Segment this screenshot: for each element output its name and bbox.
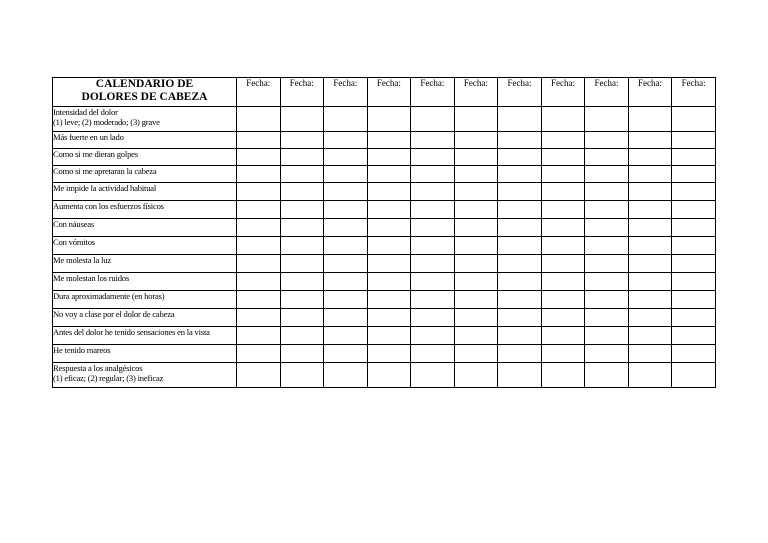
entry-cell[interactable] bbox=[280, 255, 324, 273]
entry-cell[interactable] bbox=[498, 273, 542, 291]
row-label bbox=[53, 201, 237, 219]
row-label-line-1: Me molestan los ruidos bbox=[53, 273, 130, 283]
entry-cell[interactable] bbox=[280, 291, 324, 309]
entry-cell[interactable] bbox=[628, 273, 672, 291]
entry-cell[interactable] bbox=[672, 107, 716, 132]
entry-cell[interactable] bbox=[367, 273, 411, 291]
row-label-line-1: Antes del dolor he tenido sensaciones en la vista bbox=[53, 327, 210, 337]
entry-cell[interactable] bbox=[585, 237, 629, 255]
entry-cell[interactable] bbox=[498, 166, 542, 183]
row-label-line-1: Como si me dieran golpes bbox=[53, 149, 138, 159]
row-label-line-1: Dura aproximadamente (en horas) bbox=[53, 291, 165, 301]
row-label bbox=[53, 149, 237, 166]
entry-cell[interactable] bbox=[411, 183, 455, 201]
entry-cell[interactable] bbox=[454, 183, 498, 201]
entry-cell[interactable] bbox=[541, 107, 585, 132]
entry-cell[interactable] bbox=[541, 237, 585, 255]
entry-cell[interactable] bbox=[237, 255, 281, 273]
entry-cell[interactable] bbox=[237, 237, 281, 255]
entry-cell[interactable] bbox=[411, 219, 455, 237]
table-row bbox=[53, 237, 716, 255]
entry-cell[interactable] bbox=[628, 291, 672, 309]
entry-cell[interactable] bbox=[541, 273, 585, 291]
table-row bbox=[53, 327, 716, 345]
entry-cell[interactable] bbox=[367, 166, 411, 183]
entry-cell[interactable] bbox=[367, 327, 411, 345]
entry-cell[interactable] bbox=[324, 237, 368, 255]
row-label bbox=[53, 107, 237, 132]
entry-cell[interactable] bbox=[367, 201, 411, 219]
entry-cell[interactable] bbox=[324, 363, 368, 388]
entry-cell[interactable] bbox=[324, 309, 368, 327]
title-line-2: DOLORES DE CABEZA bbox=[81, 91, 208, 103]
entry-cell[interactable] bbox=[585, 291, 629, 309]
entry-cell[interactable] bbox=[367, 132, 411, 149]
entry-cell[interactable] bbox=[541, 149, 585, 166]
entry-cell[interactable] bbox=[498, 183, 542, 201]
entry-cell[interactable] bbox=[498, 309, 542, 327]
entry-cell[interactable] bbox=[280, 219, 324, 237]
entry-cell[interactable] bbox=[628, 183, 672, 201]
entry-cell[interactable] bbox=[585, 255, 629, 273]
entry-cell[interactable] bbox=[324, 219, 368, 237]
entry-cell[interactable] bbox=[237, 309, 281, 327]
entry-cell[interactable] bbox=[541, 345, 585, 363]
entry-cell[interactable] bbox=[280, 327, 324, 345]
entry-cell[interactable] bbox=[411, 132, 455, 149]
table-row bbox=[53, 309, 716, 327]
entry-cell[interactable] bbox=[411, 201, 455, 219]
entry-cell[interactable] bbox=[411, 107, 455, 132]
entry-cell[interactable] bbox=[280, 363, 324, 388]
entry-cell[interactable] bbox=[324, 183, 368, 201]
entry-cell[interactable] bbox=[585, 363, 629, 388]
table-row bbox=[53, 363, 716, 388]
entry-cell[interactable] bbox=[454, 107, 498, 132]
entry-cell[interactable] bbox=[454, 327, 498, 345]
date-header: Fecha: bbox=[411, 78, 455, 107]
row-label bbox=[53, 255, 237, 273]
entry-cell[interactable] bbox=[585, 149, 629, 166]
table-title bbox=[53, 78, 237, 107]
entry-cell[interactable] bbox=[498, 291, 542, 309]
date-header: Fecha: bbox=[628, 78, 672, 107]
entry-cell[interactable] bbox=[454, 273, 498, 291]
table-row bbox=[53, 149, 716, 166]
row-label bbox=[53, 273, 237, 291]
entry-cell[interactable] bbox=[541, 201, 585, 219]
table-row bbox=[53, 183, 716, 201]
date-header: Fecha: bbox=[237, 78, 281, 107]
entry-cell[interactable] bbox=[541, 327, 585, 345]
entry-cell[interactable] bbox=[324, 201, 368, 219]
entry-cell[interactable] bbox=[454, 363, 498, 388]
entry-cell[interactable] bbox=[324, 291, 368, 309]
table-row bbox=[53, 166, 716, 183]
table-row bbox=[53, 255, 716, 273]
entry-cell[interactable] bbox=[672, 255, 716, 273]
entry-cell[interactable] bbox=[585, 132, 629, 149]
entry-cell[interactable] bbox=[498, 149, 542, 166]
entry-cell[interactable] bbox=[367, 183, 411, 201]
entry-cell[interactable] bbox=[411, 363, 455, 388]
entry-cell[interactable] bbox=[324, 327, 368, 345]
row-label bbox=[53, 183, 237, 201]
entry-cell[interactable] bbox=[672, 273, 716, 291]
table-row bbox=[53, 291, 716, 309]
entry-cell[interactable] bbox=[237, 273, 281, 291]
header-row bbox=[53, 78, 716, 107]
entry-cell[interactable] bbox=[541, 166, 585, 183]
entry-cell[interactable] bbox=[237, 149, 281, 166]
entry-cell[interactable] bbox=[585, 166, 629, 183]
entry-cell[interactable] bbox=[585, 107, 629, 132]
entry-cell[interactable] bbox=[324, 273, 368, 291]
entry-cell[interactable] bbox=[672, 149, 716, 166]
entry-cell[interactable] bbox=[367, 107, 411, 132]
date-header: Fecha: bbox=[454, 78, 498, 107]
entry-cell[interactable] bbox=[541, 183, 585, 201]
entry-cell[interactable] bbox=[628, 345, 672, 363]
entry-cell[interactable] bbox=[324, 149, 368, 166]
entry-cell[interactable] bbox=[367, 255, 411, 273]
date-header: Fecha: bbox=[324, 78, 368, 107]
row-label-line-1: Intensidad del dolor bbox=[53, 107, 118, 117]
entry-cell[interactable] bbox=[324, 107, 368, 132]
entry-cell[interactable] bbox=[498, 345, 542, 363]
row-label-line-2: (1) eficaz; (2) regular; (3) ineficaz bbox=[53, 373, 164, 383]
entry-cell[interactable] bbox=[367, 363, 411, 388]
entry-cell[interactable] bbox=[280, 309, 324, 327]
entry-cell[interactable] bbox=[280, 345, 324, 363]
row-label-line-1: He tenido mareos bbox=[53, 345, 111, 355]
entry-cell[interactable] bbox=[585, 273, 629, 291]
entry-cell[interactable] bbox=[411, 291, 455, 309]
entry-cell[interactable] bbox=[237, 183, 281, 201]
entry-cell[interactable] bbox=[454, 309, 498, 327]
entry-cell[interactable] bbox=[237, 132, 281, 149]
entry-cell[interactable] bbox=[585, 345, 629, 363]
entry-cell[interactable] bbox=[454, 201, 498, 219]
date-header: Fecha: bbox=[367, 78, 411, 107]
date-header: Fecha: bbox=[280, 78, 324, 107]
entry-cell[interactable] bbox=[672, 363, 716, 388]
entry-cell[interactable] bbox=[454, 255, 498, 273]
entry-cell[interactable] bbox=[367, 291, 411, 309]
entry-cell[interactable] bbox=[498, 327, 542, 345]
row-label-line-1: Como si me apretaran la cabeza bbox=[53, 166, 157, 176]
row-label-line-1: Con vómitos bbox=[53, 237, 95, 247]
entry-cell[interactable] bbox=[541, 255, 585, 273]
entry-cell[interactable] bbox=[628, 327, 672, 345]
entry-cell[interactable] bbox=[237, 327, 281, 345]
entry-cell[interactable] bbox=[585, 219, 629, 237]
entry-cell[interactable] bbox=[237, 219, 281, 237]
entry-cell[interactable] bbox=[324, 345, 368, 363]
entry-cell[interactable] bbox=[541, 363, 585, 388]
entry-cell[interactable] bbox=[628, 309, 672, 327]
entry-cell[interactable] bbox=[367, 237, 411, 255]
entry-cell[interactable] bbox=[454, 166, 498, 183]
entry-cell[interactable] bbox=[237, 291, 281, 309]
entry-cell[interactable] bbox=[411, 166, 455, 183]
row-label bbox=[53, 219, 237, 237]
row-label-line-1: No voy a clase por el dolor de cabeza bbox=[53, 309, 175, 319]
row-label-line-1: Me molesta la luz bbox=[53, 255, 111, 265]
row-label bbox=[53, 291, 237, 309]
entry-cell[interactable] bbox=[628, 255, 672, 273]
entry-cell[interactable] bbox=[585, 309, 629, 327]
date-header: Fecha: bbox=[541, 78, 585, 107]
entry-cell[interactable] bbox=[280, 183, 324, 201]
entry-cell[interactable] bbox=[367, 219, 411, 237]
entry-cell[interactable] bbox=[411, 149, 455, 166]
entry-cell[interactable] bbox=[454, 132, 498, 149]
entry-cell[interactable] bbox=[367, 149, 411, 166]
entry-cell[interactable] bbox=[541, 291, 585, 309]
entry-cell[interactable] bbox=[672, 166, 716, 183]
row-label bbox=[53, 363, 237, 388]
entry-cell[interactable] bbox=[237, 345, 281, 363]
entry-cell[interactable] bbox=[585, 183, 629, 201]
entry-cell[interactable] bbox=[411, 327, 455, 345]
entry-cell[interactable] bbox=[585, 201, 629, 219]
entry-cell[interactable] bbox=[672, 132, 716, 149]
entry-cell[interactable] bbox=[411, 237, 455, 255]
entry-cell[interactable] bbox=[498, 132, 542, 149]
entry-cell[interactable] bbox=[498, 219, 542, 237]
entry-cell[interactable] bbox=[498, 201, 542, 219]
entry-cell[interactable] bbox=[280, 273, 324, 291]
entry-cell[interactable] bbox=[628, 201, 672, 219]
entry-cell[interactable] bbox=[454, 345, 498, 363]
entry-cell[interactable] bbox=[628, 166, 672, 183]
entry-cell[interactable] bbox=[280, 132, 324, 149]
row-label bbox=[53, 345, 237, 363]
entry-cell[interactable] bbox=[498, 255, 542, 273]
entry-cell[interactable] bbox=[237, 201, 281, 219]
entry-cell[interactable] bbox=[585, 327, 629, 345]
entry-cell[interactable] bbox=[628, 149, 672, 166]
row-label bbox=[53, 327, 237, 345]
entry-cell[interactable] bbox=[498, 237, 542, 255]
entry-cell[interactable] bbox=[411, 255, 455, 273]
entry-cell[interactable] bbox=[541, 309, 585, 327]
row-label bbox=[53, 166, 237, 183]
row-label-line-1: Más fuerte en un lado bbox=[53, 132, 124, 142]
entry-cell[interactable] bbox=[541, 132, 585, 149]
entry-cell[interactable] bbox=[498, 363, 542, 388]
entry-cell[interactable] bbox=[628, 219, 672, 237]
entry-cell[interactable] bbox=[454, 291, 498, 309]
entry-cell[interactable] bbox=[628, 107, 672, 132]
row-label bbox=[53, 237, 237, 255]
row-label-line-2: (1) leve; (2) moderado; (3) grave bbox=[53, 117, 160, 127]
entry-cell[interactable] bbox=[454, 219, 498, 237]
entry-cell[interactable] bbox=[280, 107, 324, 132]
table-row bbox=[53, 201, 716, 219]
row-label-line-1: Respuesta a los analgésicos bbox=[53, 363, 143, 373]
entry-cell[interactable] bbox=[411, 345, 455, 363]
date-header: Fecha: bbox=[498, 78, 542, 107]
table-row bbox=[53, 219, 716, 237]
row-label bbox=[53, 132, 237, 149]
entry-cell[interactable] bbox=[280, 201, 324, 219]
entry-cell[interactable] bbox=[672, 201, 716, 219]
row-label bbox=[53, 309, 237, 327]
entry-cell[interactable] bbox=[672, 327, 716, 345]
entry-cell[interactable] bbox=[324, 166, 368, 183]
row-label-line-1: Aumenta con los esfuerzos físicos bbox=[53, 201, 164, 211]
entry-cell[interactable] bbox=[280, 237, 324, 255]
entry-cell[interactable] bbox=[324, 255, 368, 273]
date-header: Fecha: bbox=[672, 78, 716, 107]
entry-cell[interactable] bbox=[324, 132, 368, 149]
title-line-1: CALENDARIO DE bbox=[95, 78, 194, 90]
entry-cell[interactable] bbox=[628, 237, 672, 255]
entry-cell[interactable] bbox=[672, 237, 716, 255]
entry-cell[interactable] bbox=[672, 309, 716, 327]
entry-cell[interactable] bbox=[672, 219, 716, 237]
entry-cell[interactable] bbox=[280, 149, 324, 166]
entry-cell[interactable] bbox=[498, 107, 542, 132]
table-row bbox=[53, 132, 716, 149]
table-row bbox=[53, 107, 716, 132]
row-label-line-1: Con náuseas bbox=[53, 219, 94, 229]
entry-cell[interactable] bbox=[628, 132, 672, 149]
entry-cell[interactable] bbox=[411, 309, 455, 327]
entry-cell[interactable] bbox=[367, 309, 411, 327]
entry-cell[interactable] bbox=[280, 166, 324, 183]
entry-cell[interactable] bbox=[672, 291, 716, 309]
entry-cell[interactable] bbox=[672, 183, 716, 201]
entry-cell[interactable] bbox=[411, 273, 455, 291]
entry-cell[interactable] bbox=[237, 107, 281, 132]
entry-cell[interactable] bbox=[454, 237, 498, 255]
entry-cell[interactable] bbox=[237, 166, 281, 183]
entry-cell[interactable] bbox=[541, 219, 585, 237]
entry-cell[interactable] bbox=[237, 363, 281, 388]
headache-calendar-table bbox=[52, 77, 716, 388]
entry-cell[interactable] bbox=[367, 345, 411, 363]
entry-cell[interactable] bbox=[628, 363, 672, 388]
row-label-line-1: Me impide la actividad habitual bbox=[53, 183, 157, 193]
table-row bbox=[53, 345, 716, 363]
entry-cell[interactable] bbox=[672, 345, 716, 363]
date-header: Fecha: bbox=[585, 78, 629, 107]
table-row bbox=[53, 273, 716, 291]
entry-cell[interactable] bbox=[454, 149, 498, 166]
